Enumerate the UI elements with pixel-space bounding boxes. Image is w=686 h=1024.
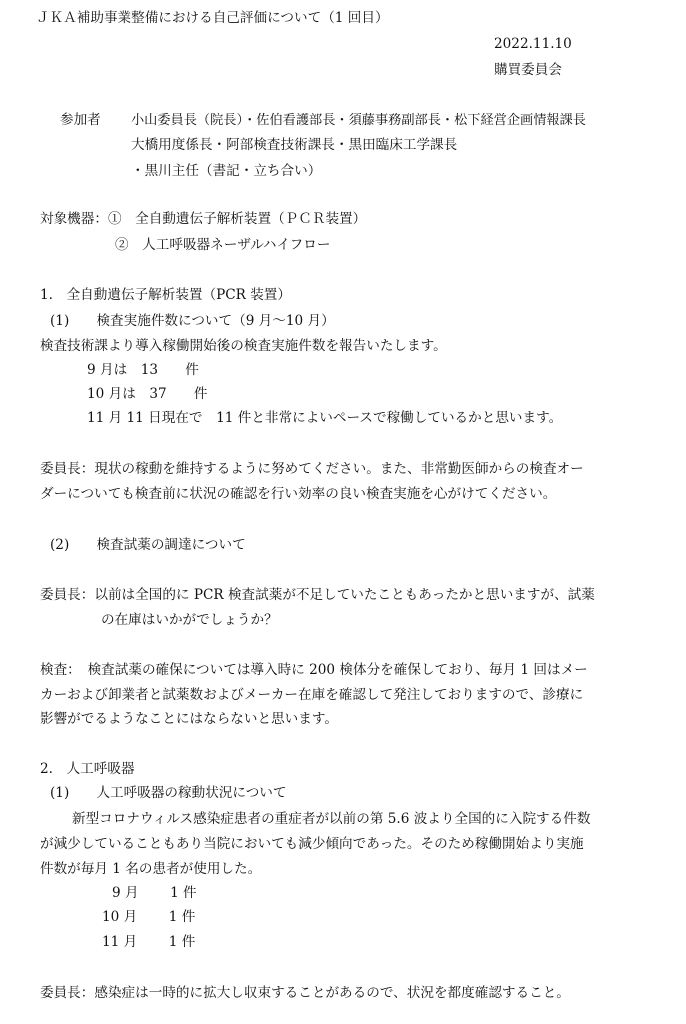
attendees-line-2: 大橋用度係長・阿部検査技術課長・黒田臨床工学課長 (131, 137, 458, 153)
section1-sub1-heading: (1) 検査実施件数について（9 月～10 月） (50, 313, 335, 329)
committee-name: 購買委員会 (494, 62, 562, 78)
lab-reply-line-1: 検査： 検査試薬の確保については導入時に 200 検体分を確保しており、毎月 1 回はメー (40, 662, 588, 678)
section2-heading: 2. 人工呼吸器 (40, 761, 135, 777)
attendees-line-3: ・黒川主任（書記・立ち合い） (131, 163, 322, 179)
document-date: 2022.11.10 (494, 36, 572, 52)
count-row-nov: 11 月 11 日現在で 11 件と非常によいペースで稼働しているかと思います。 (87, 410, 563, 426)
section1-sub1-intro: 検査技術課より導入稼働開始後の検査実施件数を報告いたします。 (40, 338, 447, 354)
chair-comment-1-line-2: ダーについても検査前に状況の確認を行い効率の良い検査実施を心がけてください。 (40, 486, 557, 502)
document-title: ＪＫＡ補助事業整備における自己評価について（1 回目） (36, 10, 389, 26)
targets-line-1: 対象機器：① 全自動遺伝子解析装置（ＰＣＲ装置） (40, 211, 367, 227)
ventilator-body-line-3: 件数が毎月 1 名の患者が使用した。 (40, 861, 262, 877)
usage-row-oct: 10 月 1 件 (102, 909, 196, 925)
count-row-oct: 10 月は 37 件 (87, 386, 208, 402)
lab-reply-line-2: カーおよび卸業者と試薬数およびメーカー在庫を確認して発注しておりますので、診療に (40, 687, 584, 703)
section1-sub2-heading: (2) 検査試薬の調達について (50, 537, 246, 553)
chair-comment-2-line-2: の在庫はいかがでしょうか？ (101, 612, 278, 628)
attendees-line-1: 小山委員長（院長）・佐伯看護部長・須藤事務副部長・松下経営企画情報課長 (131, 113, 586, 128)
section1-heading: 1. 全自動遺伝子解析装置（PCR 装置） (40, 287, 291, 303)
ventilator-body-line-1: 新型コロナウィルス感染症患者の重症者が以前の第 5.6 波より全国的に入院する件数 (72, 811, 591, 827)
attendees-label: 参加者 (60, 112, 101, 128)
targets-line-2: ② 人工呼吸器ネーザルハイフロー (115, 237, 331, 253)
chair-comment-1-line-1: 委員長：現状の稼動を維持するように努めてください。また、非常勤医師からの検査オー (40, 461, 584, 477)
chair-comment-3-line-1: 委員長：感染症は一時的に拡大し収束することがあるので、状況を都度確認すること。 (40, 985, 570, 1001)
usage-row-sep: 9 月 1 件 (112, 885, 197, 901)
chair-comment-2-line-1: 委員長：以前は全国的に PCR 検査試薬が不足していたこともあったかと思いますが、試薬 (40, 587, 595, 603)
section2-sub1-heading: (1) 人工呼吸器の稼動状況について (50, 785, 287, 801)
lab-reply-line-3: 影響がでるようなことにはならないと思います。 (40, 711, 338, 727)
count-row-sep: 9 月は 13 件 (87, 362, 199, 378)
ventilator-body-line-2: が減少していることもあり当院においても減少傾向であった。そのため稼働開始より実施 (40, 836, 584, 852)
usage-row-nov: 11 月 1 件 (102, 934, 196, 950)
